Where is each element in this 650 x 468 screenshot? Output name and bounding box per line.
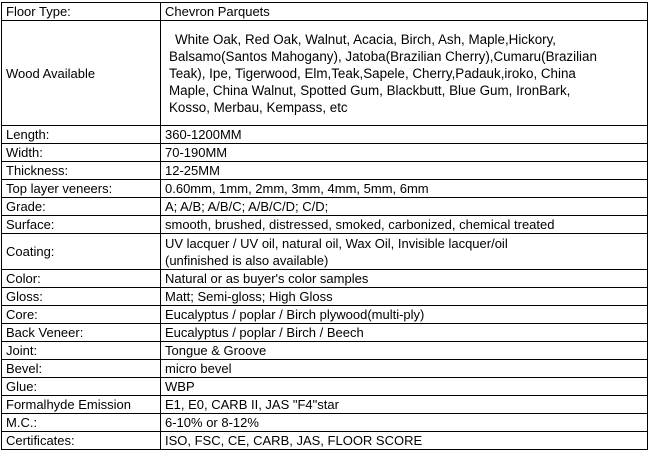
spec-label: Floor Type:	[2, 3, 161, 21]
spec-label: Gloss:	[2, 288, 161, 306]
spec-label: Thickness:	[2, 162, 161, 180]
spec-value: Eucalyptus / poplar / Birch / Beech	[161, 324, 648, 342]
wood-list-line: Teak), Ipe, Tigerwood, Elm,Teak,Sapele, Cherry,Padauk,iroko, China	[169, 65, 576, 81]
spec-value: Natural or as buyer's color samples	[161, 270, 648, 288]
spec-row-top-layer-veneers	[2, 180, 648, 198]
spec-value: Chevron Parquets	[161, 3, 648, 21]
spec-label: Joint:	[2, 342, 161, 360]
spec-row-surface	[2, 216, 648, 234]
spec-label: Formalhyde Emission	[2, 396, 161, 414]
spec-row-coating	[2, 234, 648, 270]
spec-value: 0.60mm, 1mm, 2mm, 3mm, 4mm, 5mm, 6mm	[161, 180, 648, 198]
spec-label: Surface:	[2, 216, 161, 234]
spec-label: Width:	[2, 144, 161, 162]
spec-row-back-veneer	[2, 324, 648, 342]
spec-label: Length:	[2, 126, 161, 144]
wood-list-line: White Oak, Red Oak, Walnut, Acacia, Birch, Ash, Maple,Hickory,	[175, 31, 557, 47]
coating-line: (unfinished is also available)	[165, 252, 329, 268]
spec-row-gloss	[2, 288, 648, 306]
coating-line: UV lacquer / UV oil, natural oil, Wax Oil, Invisible lacquer/oil	[165, 235, 508, 251]
spec-label: Grade:	[2, 198, 161, 216]
spec-row-color	[2, 270, 648, 288]
spec-label: Wood Available	[2, 21, 161, 126]
spec-label: Top layer veneers:	[2, 180, 161, 198]
spec-value: WBP	[161, 378, 648, 396]
spec-value: micro bevel	[161, 360, 648, 378]
spec-value: ISO, FSC, CE, CARB, JAS, FLOOR SCORE	[161, 432, 648, 450]
spec-label: Coating:	[2, 234, 161, 270]
spec-label: Glue:	[2, 378, 161, 396]
spec-row-bevel	[2, 360, 648, 378]
spec-label: Back Veneer:	[2, 324, 161, 342]
spec-value-wood-list	[161, 21, 648, 126]
spec-value: 12-25MM	[161, 162, 648, 180]
spec-value: Eucalyptus / poplar / Birch plywood(multi-ply)	[161, 306, 648, 324]
spec-label: Certificates:	[2, 432, 161, 450]
spec-row-joint	[2, 342, 648, 360]
spec-label: Color:	[2, 270, 161, 288]
wood-list-line: Kosso, Merbau, Kempass, etc	[169, 99, 348, 115]
spec-value: A; A/B; A/B/C; A/B/C/D; C/D;	[161, 198, 648, 216]
wood-list-line: Balsamo(Santos Mahogany), Jatoba(Brazilian Cherry),Cumaru(Brazilian	[169, 48, 597, 64]
spec-row-floor-type	[2, 3, 648, 21]
spec-value: 6-10% or 8-12%	[161, 414, 648, 432]
spec-label: M.C.:	[2, 414, 161, 432]
spec-value: 70-190MM	[161, 144, 648, 162]
spec-label: Bevel:	[2, 360, 161, 378]
spec-value: 360-1200MM	[161, 126, 648, 144]
spec-row-formaldehyde-emission	[2, 396, 648, 414]
wood-list-line: Maple, China Walnut, Spotted Gum, Blackbutt, Blue Gum, IronBark,	[169, 82, 571, 98]
spec-row-thickness	[2, 162, 648, 180]
spec-label: Core:	[2, 306, 161, 324]
spec-value: E1, E0, CARB II, JAS "F4"star	[161, 396, 648, 414]
spec-row-width	[2, 144, 648, 162]
spec-row-wood-available	[2, 21, 648, 126]
spec-row-certificates	[2, 432, 648, 450]
spec-value-coating	[161, 234, 648, 270]
spec-row-core	[2, 306, 648, 324]
spec-row-length	[2, 126, 648, 144]
spec-row-grade	[2, 198, 648, 216]
spec-row-glue	[2, 378, 648, 396]
spec-row-moisture-content	[2, 414, 648, 432]
product-spec-table	[1, 2, 648, 450]
spec-value: Tongue & Groove	[161, 342, 648, 360]
spec-value: smooth, brushed, distressed, smoked, carbonized, chemical treated	[161, 216, 648, 234]
spec-value: Matt; Semi-gloss; High Gloss	[161, 288, 648, 306]
